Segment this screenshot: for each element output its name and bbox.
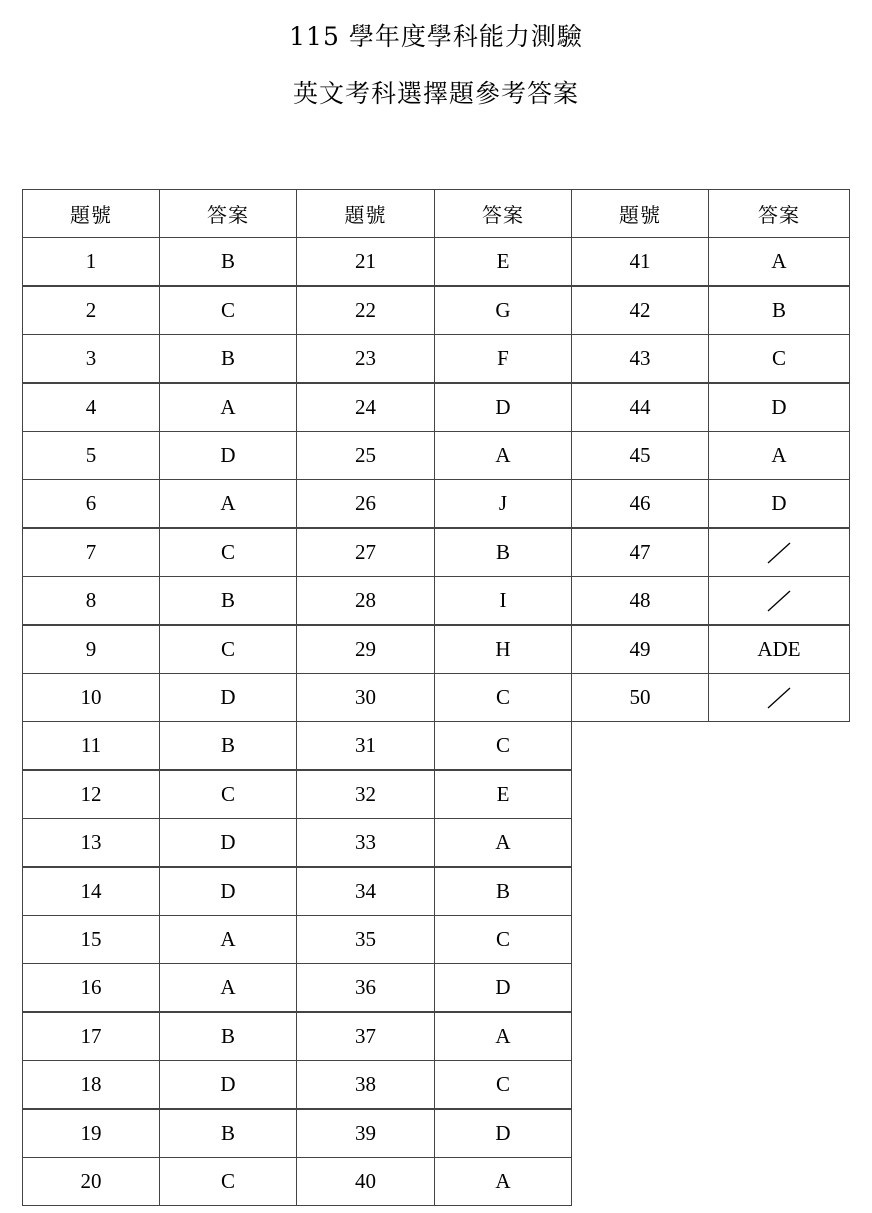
answer-cell: A (159, 479, 297, 528)
answer-cell: B (159, 1109, 297, 1158)
answer-cell: D (159, 867, 297, 916)
answer-cell: C (159, 770, 297, 819)
question-number-cell: 30 (296, 673, 435, 722)
answer-cell: D (159, 431, 297, 480)
question-number-cell: 16 (22, 963, 160, 1012)
answer-cell: D (708, 479, 850, 528)
question-number-cell: 45 (571, 431, 709, 480)
slash-mark (766, 541, 792, 565)
answer-cell: B (159, 334, 297, 383)
page-subtitle: 英文考科選擇題參考答案 (292, 79, 579, 108)
slash-mark (766, 686, 792, 710)
answer-cell: C (159, 528, 297, 577)
question-number-cell: 12 (22, 770, 160, 819)
answer-cell: B (708, 286, 850, 335)
header-answer: 答案 (434, 189, 572, 238)
answer-cell: D (434, 383, 572, 432)
question-number-cell: 11 (22, 721, 160, 770)
answer-cell: H (434, 625, 572, 674)
answer-cell: A (434, 818, 572, 867)
answer-cell: C (159, 625, 297, 674)
question-number-cell: 29 (296, 625, 435, 674)
question-number-cell: 40 (296, 1157, 435, 1206)
question-number-cell: 6 (22, 479, 160, 528)
question-number-cell: 36 (296, 963, 435, 1012)
question-number-cell: 19 (22, 1109, 160, 1158)
question-number-cell: 50 (571, 673, 709, 722)
answer-cell: B (434, 867, 572, 916)
answer-cell: C (434, 721, 572, 770)
question-number-cell: 42 (571, 286, 709, 335)
answer-cell: A (434, 1012, 572, 1061)
answer-cell: A (159, 963, 297, 1012)
answer-cell: E (434, 770, 572, 819)
answer-cell: F (434, 334, 572, 383)
answer-cell: C (159, 286, 297, 335)
header-question-number: 題號 (571, 189, 709, 238)
question-number-cell: 26 (296, 479, 435, 528)
answer-cell: I (434, 576, 572, 625)
answer-cell: C (434, 1060, 572, 1109)
question-number-cell: 38 (296, 1060, 435, 1109)
answer-cell: C (159, 1157, 297, 1206)
page-title: 115 學年度學科能力測驗 (289, 22, 583, 51)
answer-cell: ADE (708, 625, 850, 674)
question-number-cell: 37 (296, 1012, 435, 1061)
question-number-cell: 49 (571, 625, 709, 674)
answer-cell: A (708, 237, 850, 286)
question-number-cell: 1 (22, 237, 160, 286)
question-number-cell: 4 (22, 383, 160, 432)
question-number-cell: 27 (296, 528, 435, 577)
question-number-cell: 47 (571, 528, 709, 577)
answer-cell: B (159, 1012, 297, 1061)
answer-cell: J (434, 479, 572, 528)
answer-cell: E (434, 237, 572, 286)
question-number-cell: 14 (22, 867, 160, 916)
answer-cell: C (434, 915, 572, 964)
question-number-cell: 24 (296, 383, 435, 432)
question-number-cell: 2 (22, 286, 160, 335)
question-number-cell: 15 (22, 915, 160, 964)
answer-cell: A (708, 431, 850, 480)
question-number-cell: 21 (296, 237, 435, 286)
answer-cell: D (434, 963, 572, 1012)
question-number-cell: 20 (22, 1157, 160, 1206)
answer-cell: D (708, 383, 850, 432)
answer-cell: C (708, 334, 850, 383)
question-number-cell: 41 (571, 237, 709, 286)
question-number-cell: 33 (296, 818, 435, 867)
question-number-cell: 10 (22, 673, 160, 722)
question-number-cell: 31 (296, 721, 435, 770)
question-number-cell: 5 (22, 431, 160, 480)
question-number-cell: 39 (296, 1109, 435, 1158)
question-number-cell: 25 (296, 431, 435, 480)
answer-cell: B (159, 237, 297, 286)
answer-cell: D (159, 818, 297, 867)
answer-cell: D (159, 1060, 297, 1109)
answer-cell-blank (708, 528, 850, 577)
answer-cell: A (159, 383, 297, 432)
answer-cell: B (159, 721, 297, 770)
header-question-number: 題號 (22, 189, 160, 238)
answer-cell: A (434, 431, 572, 480)
answer-cell: G (434, 286, 572, 335)
answer-cell-blank (708, 576, 850, 625)
answer-cell: D (159, 673, 297, 722)
answer-cell-blank (708, 673, 850, 722)
question-number-cell: 23 (296, 334, 435, 383)
header-question-number: 題號 (296, 189, 435, 238)
question-number-cell: 44 (571, 383, 709, 432)
answer-cell: B (159, 576, 297, 625)
header-answer: 答案 (708, 189, 850, 238)
question-number-cell: 3 (22, 334, 160, 383)
answer-cell: A (159, 915, 297, 964)
question-number-cell: 7 (22, 528, 160, 577)
answer-cell: C (434, 673, 572, 722)
question-number-cell: 28 (296, 576, 435, 625)
answer-cell: D (434, 1109, 572, 1158)
question-number-cell: 17 (22, 1012, 160, 1061)
answer-cell: A (434, 1157, 572, 1206)
question-number-cell: 32 (296, 770, 435, 819)
question-number-cell: 8 (22, 576, 160, 625)
question-number-cell: 43 (571, 334, 709, 383)
question-number-cell: 46 (571, 479, 709, 528)
question-number-cell: 13 (22, 818, 160, 867)
slash-mark (766, 589, 792, 613)
answer-cell: B (434, 528, 572, 577)
header-answer: 答案 (159, 189, 297, 238)
question-number-cell: 9 (22, 625, 160, 674)
question-number-cell: 34 (296, 867, 435, 916)
question-number-cell: 18 (22, 1060, 160, 1109)
question-number-cell: 22 (296, 286, 435, 335)
question-number-cell: 35 (296, 915, 435, 964)
question-number-cell: 48 (571, 576, 709, 625)
